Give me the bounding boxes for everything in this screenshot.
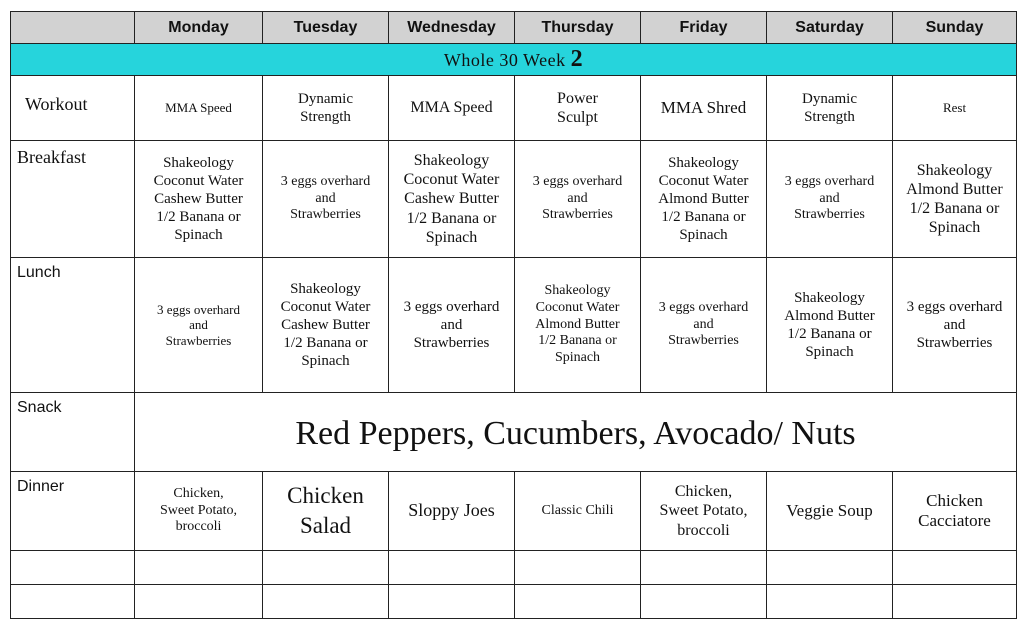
empty-cell — [135, 585, 263, 619]
lunch-cell-thursday: Shakeology Coconut Water Almond Butter 1/2 Banana or Spinach — [515, 258, 641, 393]
breakfast-cell-wednesday: Shakeology Coconut Water Cashew Butter 1/2 Banana or Spinach — [389, 141, 515, 258]
breakfast-cell-tuesday: 3 eggs overhard and Strawberries — [263, 141, 389, 258]
day-header-row — [11, 12, 1017, 44]
workout-cell-friday: MMA Shred — [641, 76, 767, 141]
dinner-cell-thursday: Classic Chili — [515, 472, 641, 551]
empty-cell — [11, 551, 135, 585]
header-corner-cell — [11, 12, 135, 44]
empty-cell — [389, 551, 515, 585]
empty-cell — [641, 585, 767, 619]
empty-cell — [11, 585, 135, 619]
breakfast-cell-sunday: Shakeology Almond Butter 1/2 Banana or Spinach — [893, 141, 1017, 258]
day-header-thursday: Thursday — [515, 12, 641, 44]
empty-cell — [893, 551, 1017, 585]
workout-row — [11, 76, 1017, 141]
workout-cell-saturday: Dynamic Strength — [767, 76, 893, 141]
breakfast-cell-saturday: 3 eggs overhard and Strawberries — [767, 141, 893, 258]
day-header-wednesday: Wednesday — [389, 12, 515, 44]
lunch-cell-wednesday: 3 eggs overhard and Strawberries — [389, 258, 515, 393]
empty-cell — [515, 551, 641, 585]
lunch-cell-monday: 3 eggs overhard and Strawberries — [135, 258, 263, 393]
meal-plan-container — [10, 11, 1017, 619]
day-header-saturday: Saturday — [767, 12, 893, 44]
dinner-cell-monday: Chicken, Sweet Potato, broccoli — [135, 472, 263, 551]
empty-cell — [263, 585, 389, 619]
meal-plan-table — [10, 11, 1017, 619]
workout-cell-monday: MMA Speed — [135, 76, 263, 141]
breakfast-cell-friday: Shakeology Coconut Water Almond Butter 1/2 Banana or Spinach — [641, 141, 767, 258]
day-header-tuesday: Tuesday — [263, 12, 389, 44]
dinner-cell-saturday: Veggie Soup — [767, 472, 893, 551]
empty-row — [11, 585, 1017, 619]
row-label-snack: Snack — [11, 393, 135, 472]
row-label-dinner: Dinner — [11, 472, 135, 551]
empty-cell — [893, 585, 1017, 619]
snack-row — [11, 393, 1017, 472]
breakfast-cell-monday: Shakeology Coconut Water Cashew Butter 1/2 Banana or Spinach — [135, 141, 263, 258]
dinner-cell-friday: Chicken, Sweet Potato, broccoli — [641, 472, 767, 551]
workout-cell-tuesday: Dynamic Strength — [263, 76, 389, 141]
lunch-cell-saturday: Shakeology Almond Butter 1/2 Banana or Spinach — [767, 258, 893, 393]
empty-cell — [515, 585, 641, 619]
lunch-cell-tuesday: Shakeology Coconut Water Cashew Butter 1/2 Banana or Spinach — [263, 258, 389, 393]
row-label-breakfast: Breakfast — [11, 141, 135, 258]
breakfast-cell-thursday: 3 eggs overhard and Strawberries — [515, 141, 641, 258]
lunch-row — [11, 258, 1017, 393]
day-header-sunday: Sunday — [893, 12, 1017, 44]
dinner-cell-sunday: Chicken Cacciatore — [893, 472, 1017, 551]
dinner-cell-tuesday: Chicken Salad — [263, 472, 389, 551]
day-header-friday: Friday — [641, 12, 767, 44]
empty-cell — [641, 551, 767, 585]
snack-cell: Red Peppers, Cucumbers, Avocado/ Nuts — [135, 393, 1017, 472]
week-banner-row — [11, 44, 1017, 76]
lunch-cell-sunday: 3 eggs overhard and Strawberries — [893, 258, 1017, 393]
row-label-workout: Workout — [11, 76, 135, 141]
day-header-monday: Monday — [135, 12, 263, 44]
row-label-lunch: Lunch — [11, 258, 135, 393]
dinner-cell-wednesday: Sloppy Joes — [389, 472, 515, 551]
breakfast-row — [11, 141, 1017, 258]
lunch-cell-friday: 3 eggs overhard and Strawberries — [641, 258, 767, 393]
dinner-row — [11, 472, 1017, 551]
week-banner-text: Whole 30 Week — [443, 50, 566, 70]
empty-row — [11, 551, 1017, 585]
empty-cell — [389, 585, 515, 619]
workout-cell-wednesday: MMA Speed — [389, 76, 515, 141]
empty-cell — [263, 551, 389, 585]
empty-cell — [135, 551, 263, 585]
week-number: 2 — [570, 46, 584, 72]
week-banner — [11, 44, 1017, 76]
workout-cell-thursday: Power Sculpt — [515, 76, 641, 141]
empty-cell — [767, 551, 893, 585]
empty-cell — [767, 585, 893, 619]
workout-cell-sunday: Rest — [893, 76, 1017, 141]
